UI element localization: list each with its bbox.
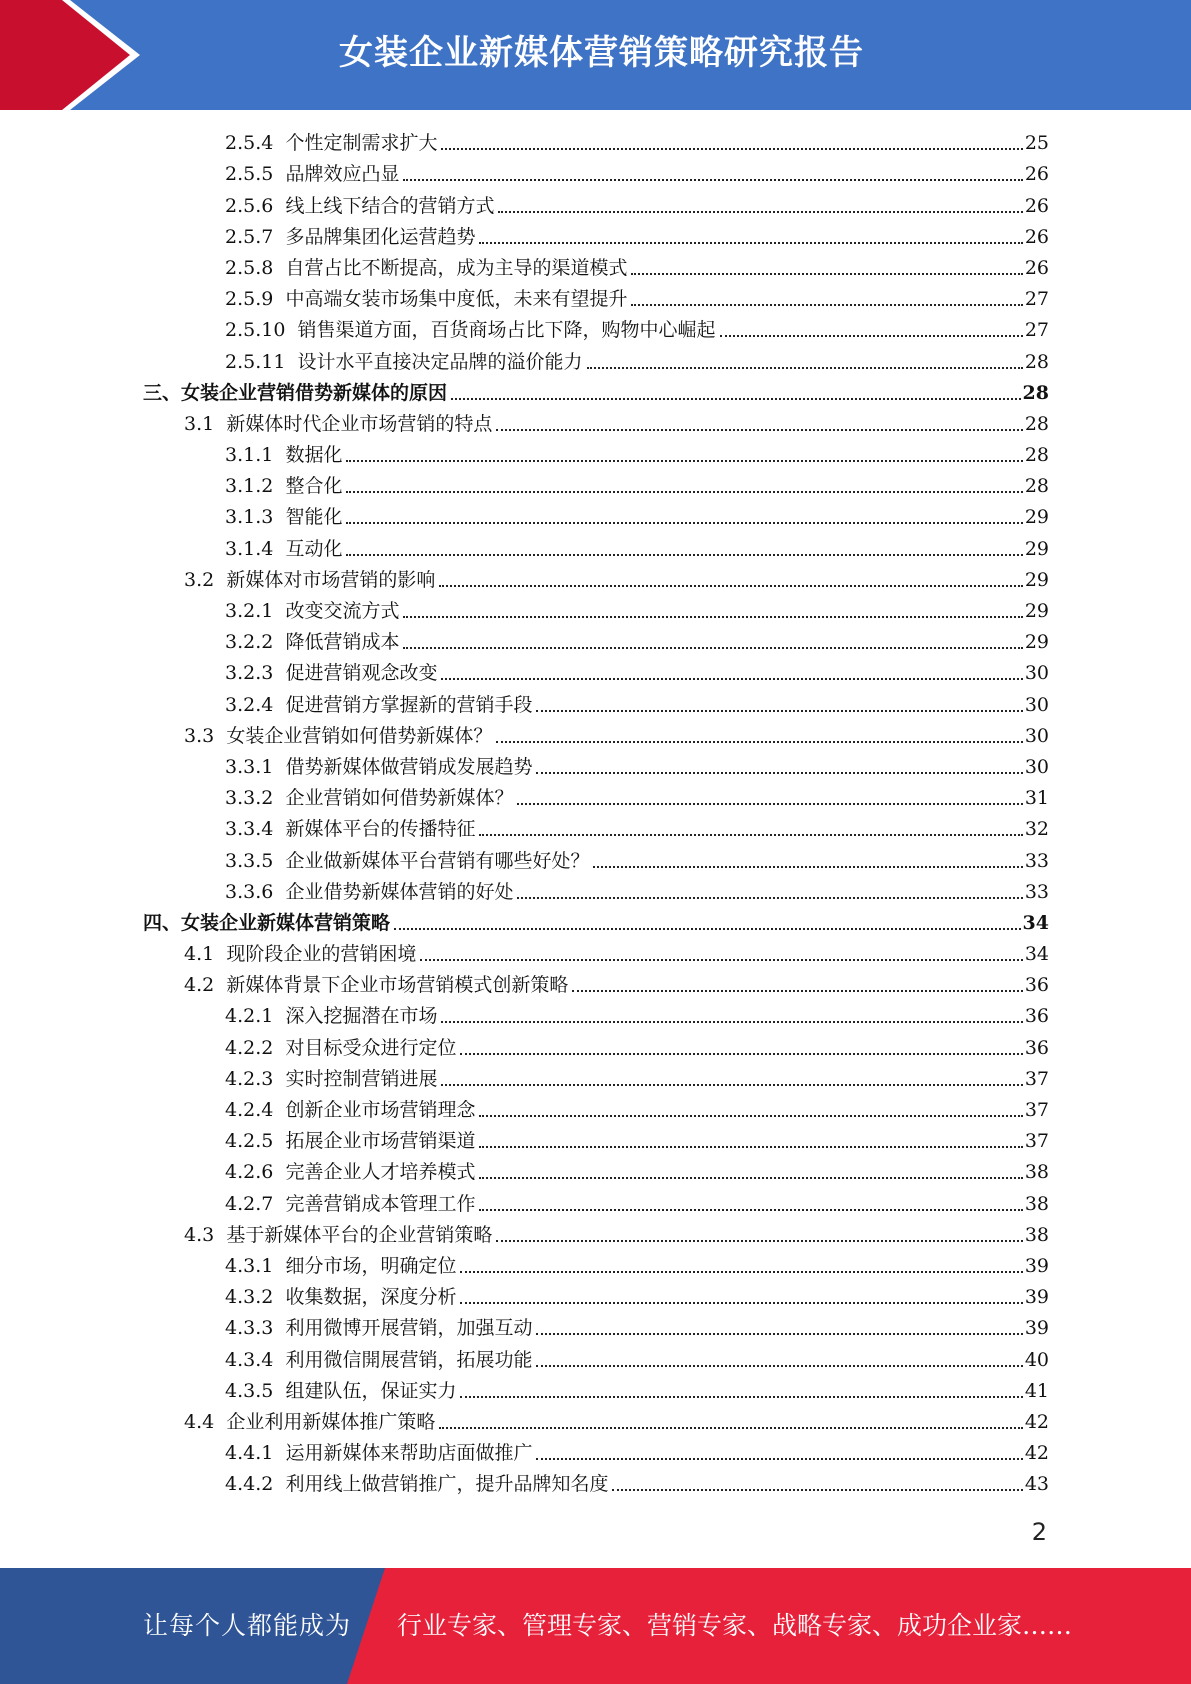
toc-entry-title: 中高端女装市场集中度低，未来有望提升 [285, 288, 628, 311]
toc-entry[interactable] [0, 564, 1049, 595]
toc-entry-title: 新媒体平台的传播特征 [285, 818, 476, 841]
toc-entry[interactable] [0, 532, 1049, 563]
toc-entry-page: 39 [1024, 1317, 1049, 1340]
toc-entry-number: 3.1.4 [225, 537, 274, 560]
toc-entry-number: 4.3 [184, 1223, 215, 1246]
toc-entry-page: 30 [1024, 724, 1049, 747]
footer-slogan-left: 让每个人都能成为 [143, 1611, 352, 1640]
toc-entry-page: 28 [1024, 412, 1049, 435]
toc-entry-page: 27 [1024, 288, 1049, 311]
toc-entry-title: 对目标受众进行定位 [285, 1036, 457, 1059]
toc-dot-leader [536, 1365, 1022, 1367]
toc-entry-title: 多品牌集团化运营趋势 [285, 225, 476, 248]
toc-dot-leader [479, 1209, 1022, 1211]
toc-entry[interactable] [0, 844, 1049, 875]
toc-dot-leader [441, 1084, 1022, 1086]
toc-entry-page: 29 [1024, 568, 1049, 591]
toc-entry[interactable] [0, 657, 1049, 688]
header-band [0, 0, 1191, 110]
toc-entry[interactable] [0, 1281, 1049, 1312]
toc-entry[interactable] [0, 470, 1049, 501]
toc-entry[interactable] [0, 1125, 1049, 1156]
toc-entry-title: 新媒体时代企业市场营销的特点 [226, 412, 493, 435]
toc-entry-title: 促进营销观念改变 [285, 662, 438, 685]
toc-entry[interactable] [0, 876, 1049, 907]
toc-dot-leader [346, 522, 1022, 524]
toc-dot-leader [403, 179, 1022, 181]
toc-entry[interactable] [0, 626, 1049, 657]
toc-entry-title: 现阶段企业的营销困境 [226, 943, 417, 966]
toc-entry-number: 3.3.5 [225, 849, 274, 872]
toc-dot-leader [439, 585, 1022, 587]
toc-entry-number: 4.2.6 [225, 1161, 274, 1184]
toc-entry-number: 4.2.7 [225, 1192, 274, 1215]
toc-dot-leader [517, 803, 1022, 805]
toc-entry-title: 线上线下结合的营销方式 [285, 194, 495, 217]
toc-entry[interactable] [0, 1156, 1049, 1187]
toc-entry-number: 3.1.2 [225, 475, 274, 498]
toc-entry-title: 互动化 [285, 537, 343, 560]
toc-entry[interactable] [0, 221, 1049, 252]
document-title: 女装企业新媒体营销策略研究报告 [339, 33, 864, 73]
toc-entry-page: 26 [1024, 194, 1049, 217]
toc-dot-leader [536, 1333, 1022, 1335]
toc-entry-title: 深入挖掘潜在市场 [285, 1005, 438, 1028]
toc-dot-leader [720, 335, 1023, 337]
toc-entry[interactable] [0, 1063, 1049, 1094]
toc-dot-leader [496, 741, 1022, 743]
toc-entry-number: 4.3.5 [225, 1379, 274, 1402]
toc-entry-page: 36 [1024, 974, 1049, 997]
toc-entry-number: 4.3.2 [225, 1286, 274, 1309]
toc-entry-number: 四、 [143, 911, 182, 934]
toc-entry-page: 39 [1024, 1254, 1049, 1277]
toc-dot-leader [479, 1177, 1022, 1179]
toc-entry-page: 30 [1024, 662, 1049, 685]
toc-entry-number: 3.2 [184, 568, 215, 591]
toc-entry-number: 3.1.1 [225, 444, 274, 467]
toc-dot-leader [572, 990, 1022, 992]
toc-entry[interactable] [0, 439, 1049, 470]
toc-dot-leader [496, 429, 1022, 431]
toc-entry-page: 29 [1024, 631, 1049, 654]
toc-entry-number: 4.3.1 [225, 1254, 274, 1277]
toc-dot-leader [536, 710, 1022, 712]
toc-entry-page: 41 [1024, 1379, 1049, 1402]
toc-entry-number: 3.2.4 [225, 693, 274, 716]
toc-entry[interactable] [0, 1437, 1049, 1468]
toc-entry-title: 设计水平直接决定品牌的溢价能力 [297, 350, 583, 373]
toc-entry-page: 32 [1024, 818, 1049, 841]
toc-dot-leader [536, 1458, 1022, 1460]
toc-dot-leader [631, 304, 1022, 306]
toc-dot-leader [403, 647, 1022, 649]
toc-entry-number: 3.2.1 [225, 600, 274, 622]
toc-entry-title: 收集数据，深度分析 [285, 1286, 457, 1309]
toc-dot-leader [451, 398, 1021, 400]
toc-entry-title: 实时控制营销进展 [285, 1067, 438, 1090]
toc-entry-number: 3.2.2 [225, 631, 274, 654]
toc-dot-leader [593, 866, 1022, 868]
toc-entry-number: 4.2.2 [225, 1036, 274, 1059]
toc-entry[interactable] [0, 127, 1049, 158]
toc-dot-leader [536, 772, 1022, 774]
toc-dot-leader [517, 897, 1022, 899]
toc-entry-page: 34 [1024, 943, 1049, 966]
toc-dot-leader [496, 1240, 1022, 1242]
toc-entry-number: 2.5.10 [225, 319, 286, 342]
toc-entry[interactable] [0, 283, 1049, 314]
toc-entry-page: 28 [1024, 444, 1049, 467]
toc-entry-page: 31 [1024, 787, 1049, 810]
toc-entry-page: 26 [1024, 225, 1049, 248]
toc-entry[interactable] [0, 252, 1049, 283]
toc-entry-page: 33 [1024, 880, 1049, 903]
toc-entry[interactable] [0, 688, 1049, 719]
toc-entry-number: 3.3.4 [225, 818, 274, 841]
toc-entry[interactable] [0, 1094, 1049, 1125]
toc-entry[interactable] [0, 1219, 1049, 1250]
toc-entry[interactable] [0, 314, 1049, 345]
toc-entry-number: 3.3.2 [225, 787, 274, 810]
toc-entry[interactable] [0, 377, 1049, 408]
toc-entry-number: 2.5.5 [225, 163, 274, 186]
table-of-contents [0, 127, 1191, 1499]
toc-entry-page: 29 [1024, 600, 1049, 622]
toc-dot-leader [460, 1302, 1022, 1304]
toc-entry-title: 新媒体背景下企业市场营销模式创新策略 [226, 974, 569, 997]
toc-entry-title: 创新企业市场营销理念 [285, 1099, 476, 1121]
toc-dot-leader [394, 928, 1021, 930]
toc-entry-number: 4.2.5 [225, 1130, 274, 1153]
toc-entry-title: 利用线上做营销推广，提升品牌知名度 [285, 1473, 609, 1496]
toc-entry-number: 2.5.7 [225, 225, 274, 248]
toc-entry-title: 组建队伍，保证实力 [285, 1379, 457, 1402]
toc-dot-leader [460, 1396, 1022, 1398]
toc-entry-page: 43 [1024, 1473, 1049, 1496]
toc-entry[interactable] [0, 1343, 1049, 1374]
toc-entry-number: 3.3 [184, 724, 215, 747]
toc-dot-leader [403, 616, 1022, 618]
toc-entry-number: 3.1.3 [225, 506, 274, 529]
toc-entry-page: 38 [1024, 1223, 1049, 1246]
toc-dot-leader [460, 1271, 1022, 1273]
toc-entry[interactable] [0, 969, 1049, 1000]
toc-entry[interactable] [0, 782, 1049, 813]
toc-dot-leader [479, 1115, 1022, 1117]
toc-entry-number: 2.5.6 [225, 194, 274, 217]
toc-entry-title: 女装企业营销如何借势新媒体？ [226, 724, 493, 747]
toc-dot-leader [612, 1489, 1022, 1491]
toc-entry[interactable] [0, 751, 1049, 782]
toc-dot-leader [631, 273, 1022, 275]
toc-entry-number: 3.2.3 [225, 662, 274, 685]
toc-entry[interactable] [0, 1312, 1049, 1343]
toc-entry-title: 数据化 [285, 444, 343, 467]
toc-entry[interactable] [0, 907, 1049, 938]
toc-entry-title: 女装企业新媒体营销策略 [181, 911, 391, 934]
toc-entry-page: 26 [1024, 163, 1049, 186]
toc-entry-page: 26 [1024, 256, 1049, 279]
toc-entry[interactable] [0, 720, 1049, 751]
toc-entry-title: 细分市场，明确定位 [285, 1254, 457, 1277]
toc-entry-title: 完善营销成本管理工作 [285, 1192, 476, 1215]
toc-entry-number: 4.3.4 [225, 1348, 274, 1371]
toc-dot-leader [460, 1053, 1022, 1055]
toc-entry-number: 4.2.3 [225, 1067, 274, 1090]
toc-entry[interactable] [0, 1187, 1049, 1218]
toc-entry-page: 37 [1024, 1067, 1049, 1090]
toc-entry-title: 企业营销如何借势新媒体？ [285, 787, 514, 810]
toc-entry-number: 3.3.6 [225, 880, 274, 903]
toc-entry[interactable] [0, 158, 1049, 189]
toc-entry-page: 37 [1024, 1099, 1049, 1121]
toc-entry-page: 34 [1022, 911, 1049, 934]
toc-entry-number: 4.2.1 [225, 1005, 274, 1028]
toc-entry-page: 39 [1024, 1286, 1049, 1309]
toc-entry-title: 企业利用新媒体推广策略 [226, 1410, 436, 1433]
page-number: 2 [1031, 1518, 1047, 1546]
toc-dot-leader [420, 959, 1022, 961]
toc-entry-number: 3.3.1 [225, 755, 274, 778]
toc-entry[interactable] [0, 189, 1049, 220]
toc-entry-number: 4.4.2 [225, 1473, 274, 1496]
toc-entry-number: 4.3.3 [225, 1317, 274, 1340]
toc-entry-title: 改变交流方式 [285, 600, 400, 622]
toc-entry-title: 拓展企业市场营销渠道 [285, 1130, 476, 1153]
toc-entry-title: 基于新媒体平台的企业营销策略 [226, 1223, 493, 1246]
toc-entry-title: 自营占比不断提高，成为主导的渠道模式 [285, 256, 628, 279]
toc-dot-leader [479, 242, 1022, 244]
toc-dot-leader [346, 460, 1022, 462]
toc-entry[interactable] [0, 813, 1049, 844]
toc-entry-number: 2.5.8 [225, 256, 274, 279]
toc-entry-title: 运用新媒体来帮助店面做推广 [285, 1442, 533, 1465]
toc-entry-number: 三、 [143, 381, 182, 404]
toc-entry[interactable] [0, 1031, 1049, 1062]
toc-entry-page: 37 [1024, 1130, 1049, 1153]
footer-band [0, 1568, 1191, 1684]
toc-entry[interactable] [0, 1468, 1049, 1499]
toc-entry-number: 2.5.11 [225, 350, 286, 373]
toc-entry-title: 新媒体对市场营销的影响 [226, 568, 436, 591]
toc-entry-title: 品牌效应凸显 [285, 163, 400, 186]
toc-entry-page: 29 [1024, 506, 1049, 529]
toc-entry-number: 2.5.4 [225, 132, 274, 155]
toc-entry-page: 28 [1024, 475, 1049, 498]
toc-entry[interactable] [0, 345, 1049, 376]
toc-dot-leader [441, 148, 1022, 150]
toc-entry-page: 42 [1024, 1410, 1049, 1433]
toc-dot-leader [441, 1021, 1022, 1023]
toc-entry-title: 智能化 [285, 506, 343, 529]
toc-entry-title: 销售渠道方面，百货商场占比下降，购物中心崛起 [297, 319, 716, 342]
toc-dot-leader [498, 211, 1022, 213]
toc-entry-page: 36 [1024, 1036, 1049, 1059]
toc-entry[interactable] [0, 1375, 1049, 1406]
toc-entry-title: 利用微博开展营销，加强互动 [285, 1317, 533, 1340]
toc-entry-title: 降低营销成本 [285, 631, 400, 654]
toc-entry-title: 企业做新媒体平台营销有哪些好处？ [285, 849, 590, 872]
toc-dot-leader [587, 367, 1023, 369]
toc-entry[interactable] [0, 408, 1049, 439]
toc-entry-number: 4.4.1 [225, 1442, 274, 1465]
toc-entry-title: 整合化 [285, 475, 343, 498]
toc-entry-page: 30 [1024, 755, 1049, 778]
toc-entry-number: 2.5.9 [225, 288, 274, 311]
toc-entry-page: 40 [1024, 1348, 1049, 1371]
toc-entry[interactable] [0, 501, 1049, 532]
toc-entry-number: 4.4 [184, 1410, 215, 1433]
toc-dot-leader [439, 1427, 1022, 1429]
toc-entry-page: 25 [1024, 132, 1049, 155]
toc-entry-page: 38 [1024, 1161, 1049, 1184]
toc-dot-leader [479, 834, 1022, 836]
toc-dot-leader [441, 678, 1022, 680]
toc-entry-title: 女装企业营销借势新媒体的原因 [181, 381, 448, 404]
toc-entry-page: 27 [1024, 319, 1049, 342]
toc-entry-number: 4.1 [184, 943, 215, 966]
toc-dot-leader [346, 554, 1022, 556]
toc-entry-page: 29 [1024, 537, 1049, 560]
toc-entry[interactable] [0, 938, 1049, 969]
toc-dot-leader [479, 1146, 1022, 1148]
toc-entry-page: 28 [1024, 350, 1049, 373]
toc-entry-title: 个性定制需求扩大 [285, 132, 438, 155]
toc-entry-title: 完善企业人才培养模式 [285, 1161, 476, 1184]
toc-entry[interactable] [0, 1000, 1049, 1031]
toc-entry[interactable] [0, 1406, 1049, 1437]
toc-entry-number: 4.2 [184, 974, 215, 997]
toc-entry-page: 33 [1024, 849, 1049, 872]
toc-entry-page: 28 [1022, 381, 1049, 404]
toc-entry-title: 借势新媒体做营销成发展趋势 [285, 755, 533, 778]
footer-slogan-right: 行业专家、管理专家、营销专家、战略专家、成功企业家…… [397, 1611, 1073, 1640]
toc-entry-title: 企业借势新媒体营销的好处 [285, 880, 514, 903]
toc-entry-page: 42 [1024, 1442, 1049, 1465]
toc-entry[interactable] [0, 595, 1049, 626]
toc-entry-page: 36 [1024, 1005, 1049, 1028]
toc-entry-title: 利用微信開展营销，拓展功能 [285, 1348, 533, 1371]
toc-dot-leader [346, 491, 1022, 493]
toc-entry-number: 3.1 [184, 412, 215, 435]
toc-entry-number: 4.2.4 [225, 1099, 274, 1121]
toc-entry[interactable] [0, 1250, 1049, 1281]
toc-entry-page: 38 [1024, 1192, 1049, 1215]
toc-entry-page: 30 [1024, 693, 1049, 716]
toc-entry-title: 促进营销方掌握新的营销手段 [285, 693, 533, 716]
